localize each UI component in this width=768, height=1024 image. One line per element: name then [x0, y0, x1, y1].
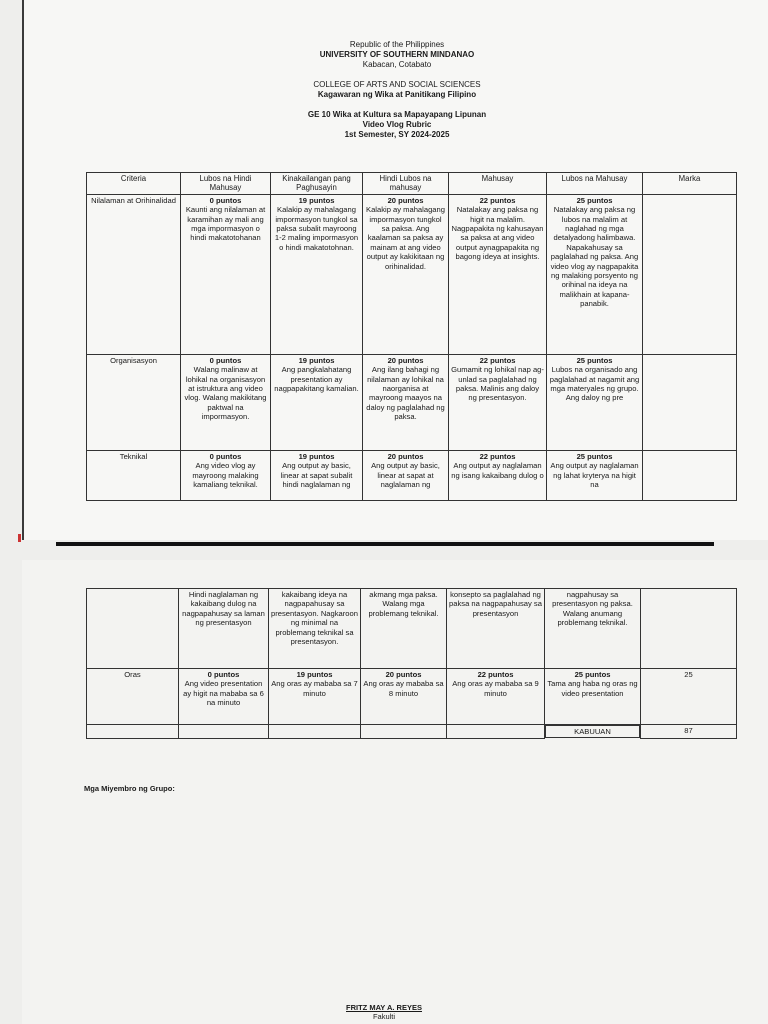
document-title: Video Vlog Rubric — [362, 120, 432, 129]
total-value: 87 — [641, 725, 737, 739]
cell-description: Ang output ay naglalaman ng lahat kryterya na higit na — [550, 461, 639, 490]
rubric-cell — [363, 194, 449, 354]
header-kinakailangan-pang-paghusayin: Kinakailangan pang Paghusayin — [271, 173, 363, 195]
marka-cell — [641, 589, 737, 669]
cell-description: Lubos na organisado ang paglalahad at nagamit ang mga materyales ng grupo. Ang daloy ng pre — [549, 365, 640, 403]
cell-description: Ang video vlog ay mayroong malaking kamaliang teknikal. — [192, 461, 259, 490]
rubric-cell — [363, 450, 449, 500]
college-name: COLLEGE OF ARTS AND SOCIAL SCIENCES — [313, 80, 481, 89]
cell-description: Ang pangkalahatang presentation ay nagpapakitang kamalian. — [274, 365, 359, 394]
points-label: 25 puntos — [576, 451, 613, 461]
table-row — [87, 450, 737, 500]
points-label: 22 puntos — [479, 195, 516, 205]
points-label: 25 puntos — [576, 355, 613, 365]
cell-description: Ang output ay naglalaman ng isang kakaibang dulog o — [451, 461, 544, 480]
rubric-table-continued — [86, 588, 737, 739]
points-label: 0 puntos — [209, 355, 242, 365]
marka-cell — [643, 194, 737, 354]
points-label: 19 puntos — [298, 451, 335, 461]
rubric-cell — [179, 669, 269, 725]
rubric-cell — [361, 669, 447, 725]
header-marka: Marka — [643, 173, 737, 195]
semester-line: 1st Semester, SY 2024-2025 — [344, 130, 450, 139]
table-row — [87, 354, 737, 450]
rubric-cell — [271, 194, 363, 354]
rubric-cell — [363, 354, 449, 450]
rubric-cell — [269, 669, 361, 725]
university-name: UNIVERSITY OF SOUTHERN MINDANAO — [319, 50, 475, 59]
points-label: 0 puntos — [209, 195, 242, 205]
total-label: KABUUAN — [545, 725, 640, 738]
rubric-cell — [547, 194, 643, 354]
table-row — [87, 194, 737, 354]
page-divider — [56, 542, 714, 546]
cell-description: Ang oras ay mababa sa 7 minuto — [271, 679, 358, 698]
cell-description: Gumamit ng lohikal nap ag-unlad sa paglalahad ng paksa. Malinis ang daloy ng presentasyon. — [451, 365, 544, 403]
points-label: 0 puntos — [207, 670, 240, 679]
document-header — [24, 40, 768, 140]
cell-description: Natalakay ang paksa ng higit na malalim. Nagpapakita ng kahusayan sa paksa at ang video output aynagpapakita ng bagong ideya at insights. — [451, 205, 544, 262]
points-label: 25 puntos — [574, 670, 611, 679]
country-line: Republic of the Philippines — [349, 40, 445, 49]
rubric-cell — [271, 354, 363, 450]
table-row — [87, 669, 737, 725]
points-label: 20 puntos — [387, 195, 424, 205]
location-line: Kabacan, Cotabato — [362, 60, 432, 69]
points-label: 20 puntos — [385, 670, 422, 679]
rubric-cell: konsepto sa paglalahad ng paksa na nagpapahusay sa presentasyon — [447, 589, 545, 669]
points-label: 25 puntos — [576, 195, 613, 205]
criteria-cell: Teknikal — [87, 450, 181, 500]
rubric-cell: nagpahusay sa presentasyon ng paksa. Walang anumang problemang teknikal. — [545, 589, 641, 669]
header-lubos-na-mahusay: Lubos na Mahusay — [547, 173, 643, 195]
rubric-cell: kakaibang ideya na nagpapahusay sa presentasyon. Nagkaroon ng minimal na problemang teknikal sa presentasyon. — [269, 589, 361, 669]
points-label: 19 puntos — [298, 355, 335, 365]
rubric-cell — [181, 194, 271, 354]
points-label: 22 puntos — [477, 670, 514, 679]
rubric-cell — [545, 669, 641, 725]
table-row — [87, 589, 737, 669]
course-name: GE 10 Wika at Kultura sa Mapayapang Lipunan — [307, 110, 487, 119]
scan-mark — [18, 534, 21, 542]
header-criteria: Criteria — [87, 173, 181, 195]
signature-block — [0, 1003, 768, 1021]
criteria-cell: Organisasyon — [87, 354, 181, 450]
points-label: 0 puntos — [209, 451, 242, 461]
page-top — [22, 0, 768, 540]
criteria-cell: Nilalaman at Orihinalidad — [87, 194, 181, 354]
signatory-name: FRITZ MAY A. REYES — [346, 1003, 422, 1012]
signatory-title: Fakulti — [372, 1012, 396, 1021]
rubric-cell — [449, 194, 547, 354]
rubric-cell — [449, 450, 547, 500]
criteria-cell — [87, 589, 179, 669]
rubric-cell — [447, 669, 545, 725]
cell-description: Ang video presentation ay higit na mababa sa 6 na minuto — [183, 679, 264, 708]
cell-description: Kalakip ay mahalagang impormasyon tungkol sa paksa subalit mayroong 1-2 maling impormasyon o hindi makatotohnan. — [274, 205, 359, 252]
criteria-cell: Oras — [87, 669, 179, 725]
header-lubos-na-hindi-mahusay: Lubos na Hindi Mahusay — [181, 173, 271, 195]
marka-cell — [643, 450, 737, 500]
rubric-cell — [181, 354, 271, 450]
points-label: 22 puntos — [479, 355, 516, 365]
cell-description: Ang output ay basic, linear at sapat at naglalaman ng — [371, 461, 440, 490]
points-label: 19 puntos — [298, 195, 335, 205]
cell-description: Ang oras ay mababa sa 8 minuto — [363, 679, 444, 698]
points-label: 19 puntos — [296, 670, 333, 679]
rubric-cell — [547, 354, 643, 450]
cell-description: Walang malinaw at lohikal na organisasyon at istruktura ang video vlog. Walang makikitang paktwal na impormasyon. — [184, 365, 267, 422]
department-name: Kagawaran ng Wika at Panitikang Filipino — [317, 90, 477, 99]
rubric-cell — [271, 450, 363, 500]
marka-cell: 25 — [641, 669, 737, 725]
points-label: 20 puntos — [387, 355, 424, 365]
points-label: 20 puntos — [387, 451, 424, 461]
points-label: 22 puntos — [479, 451, 516, 461]
rubric-table — [86, 172, 737, 501]
cell-description: Kaunti ang nilalaman at karamihan ay mali ang mga impormasyon o hindi makatotohanan — [185, 205, 266, 243]
header-mahusay: Mahusay — [449, 173, 547, 195]
cell-description: Tama ang haba ng oras ng video presentation — [547, 679, 638, 698]
cell-description: Natalakay ang paksa ng lubos na malalim at naglahad ng mga detalyadong halimbawa. Napakahusay sa paglalahad ng paksa. Ang video vlog ay nagpapakita ng malaking porsyento ng orihinal na ideya na malikhain at kapana-panabik. — [550, 205, 639, 309]
cell-description: Ang ilang bahagi ng nilalaman ay lohikal na naorganisa at mayroong maayos na daloy ng paglalahad ng paksa. — [366, 365, 445, 422]
rubric-cell — [547, 450, 643, 500]
table-header-row — [87, 173, 737, 195]
marka-cell — [643, 354, 737, 450]
rubric-cell: akmang mga paksa. Walang mga problemang teknikal. — [361, 589, 447, 669]
group-members-label: Mga Miyembro ng Grupo: — [84, 784, 175, 793]
cell-description: Ang output ay basic, linear at sapat subalit hindi naglalaman ng — [280, 461, 353, 490]
rubric-cell — [181, 450, 271, 500]
cell-description: Ang oras ay mababa sa 9 minuto — [452, 679, 539, 698]
total-row — [87, 725, 737, 739]
header-hindi-lubos-na-mahusay: Hindi Lubos na mahusay — [363, 173, 449, 195]
rubric-cell — [449, 354, 547, 450]
rubric-cell: Hindi naglalaman ng kakaibang dulog na nagpapahusay sa laman ng presentasyon — [179, 589, 269, 669]
cell-description: Kalakip ay mahalagang impormasyon tungkol sa paksa. Ang kaalaman sa paksa ay mainam at ang video output ay kakikitaan ng orihinalidad. — [366, 205, 445, 271]
